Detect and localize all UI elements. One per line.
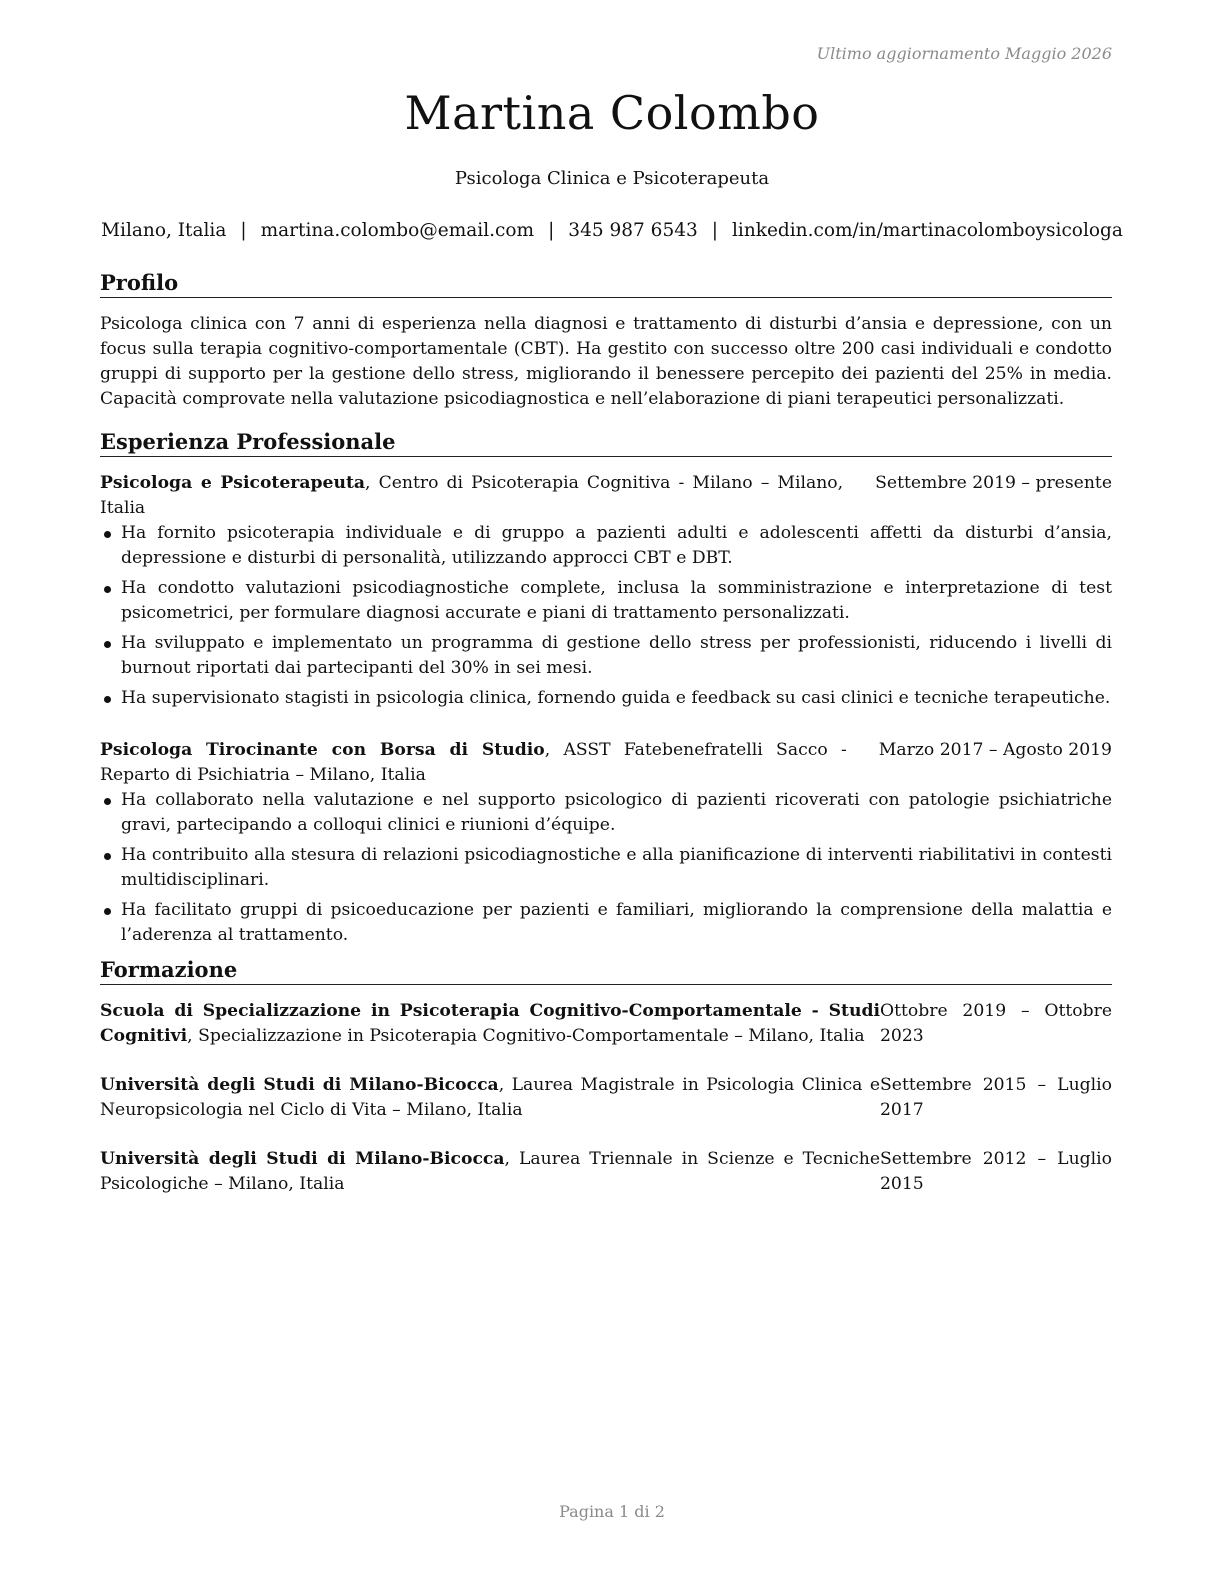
contact-phone[interactable]: 345 987 6543 — [568, 220, 698, 241]
bullet-item — [100, 576, 1112, 626]
job-header — [100, 738, 1112, 788]
bullet-icon — [104, 586, 111, 593]
contact-location: Milano, Italia — [101, 220, 227, 241]
bullet-icon — [104, 853, 111, 860]
job-entry — [100, 738, 1112, 948]
bullet-item — [100, 898, 1112, 948]
experience-section — [100, 429, 1112, 948]
bullet-item — [100, 686, 1112, 711]
job-bullets — [100, 521, 1112, 711]
bullet-item — [100, 843, 1112, 893]
job-dates: Settembre 2019 – presente — [875, 473, 1112, 493]
education-school: Scuola di Specializzazione in Psicoterapia Cognitivo-Comportamentale - Studi Cognitivi — [100, 1001, 880, 1046]
education-details: , Specializzazione in Psicoterapia Cognitivo-Comportamentale – Milano, Italia — [187, 1026, 865, 1046]
bullet-icon — [104, 798, 111, 805]
bullet-icon — [104, 696, 111, 703]
education-section — [100, 957, 1112, 1197]
job-details: , Centro di Psicoterapia Cognitiva - Milano – Milano, Italia — [100, 473, 844, 518]
education-school: Università degli Studi di Milano-Bicocca — [100, 1075, 499, 1095]
job-details: , ASST Fatebenefratelli Sacco - Reparto di Psichiatria – Milano, Italia — [100, 740, 847, 785]
education-entry — [100, 1073, 1112, 1123]
job-bullets — [100, 788, 1112, 948]
contact-linkedin[interactable]: linkedin.com/in/martinacolomboysicologa — [732, 220, 1123, 241]
job-role: Psicologa e Psicoterapeuta — [100, 473, 366, 493]
bullet-item — [100, 788, 1112, 838]
bullet-text: Ha condotto valutazioni psicodiagnostiche complete, inclusa la somministrazione e interpretazione di test psicometrici, per formulare diagnosi accurate e piani di trattamento personalizzati. — [121, 578, 1112, 623]
section-title-experience: Esperienza Professionale — [100, 429, 1112, 457]
bullet-text: Ha supervisionato stagisti in psicologia clinica, fornendo guida e feedback su casi clinici e tecniche terapeutiche. — [121, 688, 1111, 708]
bullet-icon — [104, 908, 111, 915]
last-updated: Ultimo aggiornamento Maggio 2026 — [816, 44, 1112, 63]
bullet-icon — [104, 531, 111, 538]
job-heading — [100, 738, 847, 788]
candidate-name: Martina Colombo — [404, 86, 820, 140]
section-title-profile: Profilo — [100, 270, 1112, 298]
resume-content — [100, 270, 1112, 1197]
contact-separator: | — [240, 220, 247, 241]
job-header — [100, 471, 1112, 521]
profile-section — [100, 270, 1112, 412]
education-entry — [100, 999, 1112, 1049]
education-heading — [100, 999, 880, 1049]
bullet-item — [100, 631, 1112, 681]
education-details: , Laurea Triennale in Scienze e Tecniche Psicologiche – Milano, Italia — [100, 1149, 881, 1194]
section-title-education: Formazione — [100, 957, 1112, 985]
bullet-text: Ha collaborato nella valutazione e nel supporto psicologico di pazienti ricoverati con patologie psichiatriche gravi, partecipando a colloqui clinici e riunioni d’équipe. — [121, 790, 1112, 835]
job-entry — [100, 471, 1112, 711]
education-dates: Settembre 2015 – Luglio 2017 — [880, 1075, 1112, 1120]
education-entry — [100, 1147, 1112, 1197]
bullet-text: Ha facilitato gruppi di psicoeducazione per pazienti e familiari, migliorando la comprensione della malattia e l’aderenza al trattamento. — [121, 900, 1112, 945]
education-dates: Ottobre 2019 – Ottobre 2023 — [880, 1001, 1112, 1046]
bullet-icon — [104, 641, 111, 648]
education-dates: Settembre 2012 – Luglio 2015 — [880, 1149, 1112, 1194]
page-number: Pagina 1 di 2 — [559, 1502, 665, 1521]
job-heading — [100, 471, 843, 521]
profile-summary: Psicologa clinica con 7 anni di esperienza nella diagnosi e trattamento di disturbi d’ansia e depressione, con un focus sulla terapia cognitivo-comportamentale (CBT). Ha gestito con successo oltre 200 casi individuali e condotto gruppi di supporto per la gestione dello stress, migliorando il benessere percepito dei pazienti del 25% in media. Capacità comprovate nella valutazione psicodiagnostica e nell’elaborazione di piani terapeutici personalizzati. — [100, 314, 1112, 409]
bullet-text: Ha sviluppato e implementato un programma di gestione dello stress per professionisti, riducendo i livelli di burnout riportati dai partecipanti del 30% in sei mesi. — [121, 633, 1112, 678]
contact-separator: | — [548, 220, 555, 241]
bullet-text: Ha fornito psicoterapia individuale e di gruppo a pazienti adulti e adolescenti affetti da disturbi d’ansia, depressione e disturbi di personalità, utilizzando approcci CBT e DBT. — [121, 523, 1112, 568]
job-role: Psicologa Tirocinante con Borsa di Studio — [100, 740, 545, 760]
contact-email[interactable]: martina.colombo@email.com — [260, 220, 535, 241]
contact-separator: | — [711, 220, 718, 241]
education-heading — [100, 1073, 880, 1123]
contact-bar — [0, 220, 1224, 241]
education-heading — [100, 1147, 880, 1197]
job-title: Psicologa Clinica e Psicoterapeuta — [454, 168, 770, 189]
education-details: , Laurea Magistrale in Psicologia Clinica e Neuropsicologia nel Ciclo di Vita – Milano, Italia — [100, 1075, 881, 1120]
education-school: Università degli Studi di Milano-Bicocca — [100, 1149, 505, 1169]
job-dates: Marzo 2017 – Agosto 2019 — [878, 740, 1112, 760]
bullet-item — [100, 521, 1112, 571]
bullet-text: Ha contribuito alla stesura di relazioni psicodiagnostiche e alla pianificazione di interventi riabilitativi in contesti multidisciplinari. — [121, 845, 1112, 890]
